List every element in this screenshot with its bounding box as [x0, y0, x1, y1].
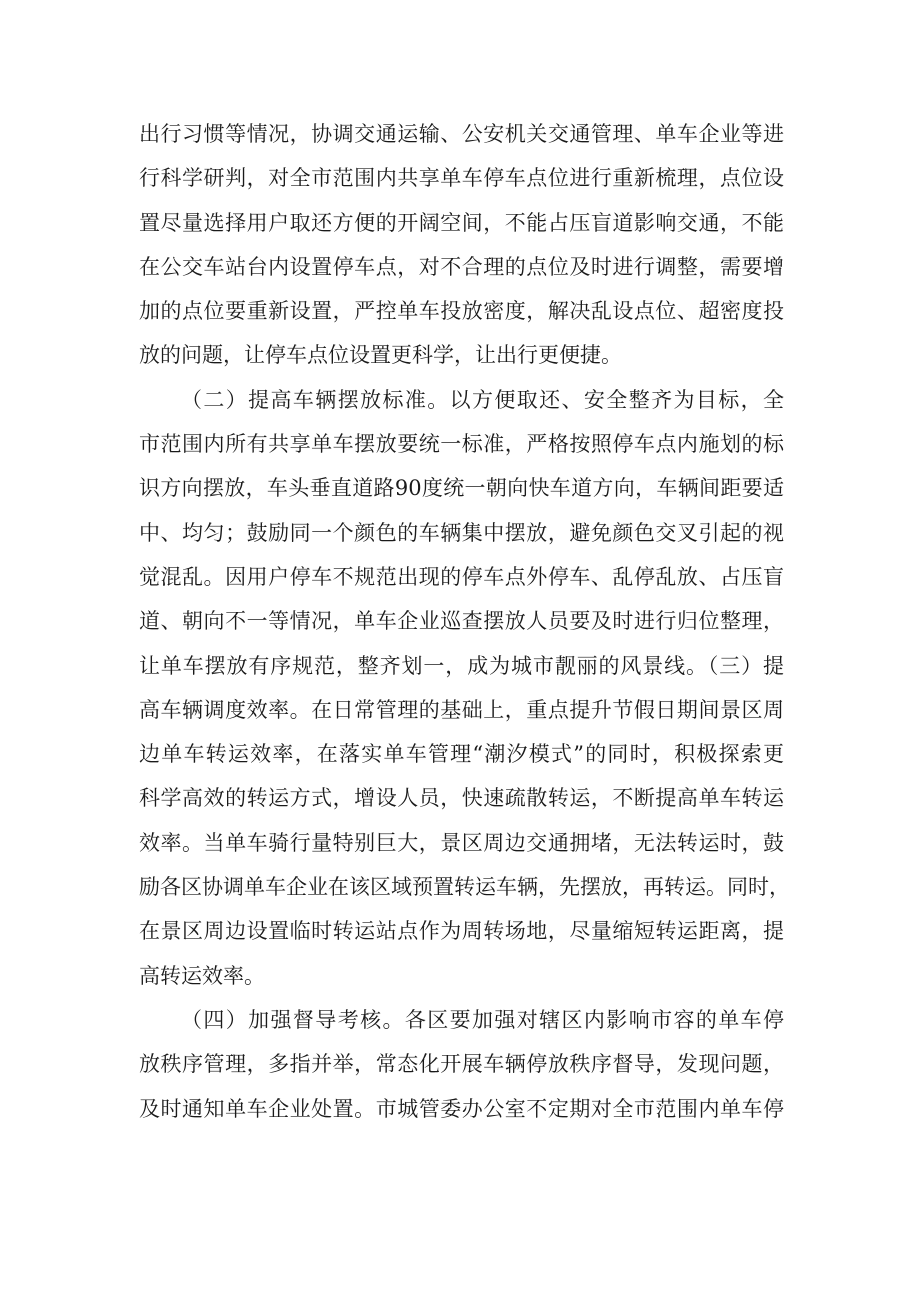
text-line: 行科学研判，对全市范围内共享单车停车点位进行重新梳理，点位设 [139, 166, 784, 191]
text-line: 高车辆调度效率。在日常管理的基础上，重点提升节假日期间景区周 [139, 697, 784, 722]
text-line: 放秩序管理，多指并举，常态化开展车辆停放秩序督导，发现问题， [139, 1052, 784, 1077]
text-line: 市范围内所有共享单车摆放要统一标准，严格按照停车点内施划的标 [139, 432, 784, 457]
text-line: 置尽量选择用户取还方便的开阔空间，不能占压盲道影响交通，不能 [139, 210, 784, 235]
text-line: 及时通知单车企业处置。市城管委办公室不定期对全市范围内单车停 [139, 1096, 784, 1121]
text-line: 让单车摆放有序规范，整齐划一，成为城市靓丽的风景线。（三）提 [139, 653, 784, 678]
text-line: 中、均匀；鼓励同一个颜色的车辆集中摆放，避免颜色交叉引起的视 [139, 520, 784, 545]
text-line: 识方向摆放，车头垂直道路90度统一朝向快车道方向，车辆间距要适 [139, 476, 784, 501]
text-line: 加的点位要重新设置，严控单车投放密度，解决乱设点位、超密度投 [139, 299, 784, 324]
text-line: 出行习惯等情况，协调交通运输、公安机关交通管理、单车企业等进 [139, 122, 784, 146]
text-line: 励各区协调单车企业在该区域预置转运车辆，先摆放，再转运。同时， [139, 875, 790, 900]
body-text [139, 112, 790, 1131]
text-line: 在公交车站台内设置停车点，对不合理的点位及时进行调整，需要增 [139, 254, 784, 279]
text-line: 效率。当单车骑行量特别巨大，景区周边交通拥堵，无法转运时，鼓 [139, 830, 784, 855]
text-line: 觉混乱。因用户停车不规范出现的停车点外停车、乱停乱放、占压盲 [139, 564, 784, 589]
text-line: 科学高效的转运方式，增设人员，快速疏散转运，不断提高单车转运 [139, 786, 784, 811]
text-line: （二）提高车辆摆放标准。以方便取还、安全整齐为目标，全 [181, 387, 784, 412]
text-line: 放的问题，让停车点位设置更科学，让出行更便捷。 [139, 343, 622, 368]
text-line: 道、朝向不一等情况，单车企业巡查摆放人员要及时进行归位整理， [139, 609, 784, 634]
text-line: 边单车转运效率，在落实单车管理“潮汐模式”的同时，积极探索更 [139, 742, 784, 767]
text-line: 高转运效率。 [139, 963, 265, 988]
text-line: 在景区周边设置临时转运站点作为周转场地，尽量缩短转运距离，提 [139, 919, 784, 944]
text-line: （四）加强督导考核。各区要加强对辖区内影响市容的单车停 [181, 1007, 784, 1032]
